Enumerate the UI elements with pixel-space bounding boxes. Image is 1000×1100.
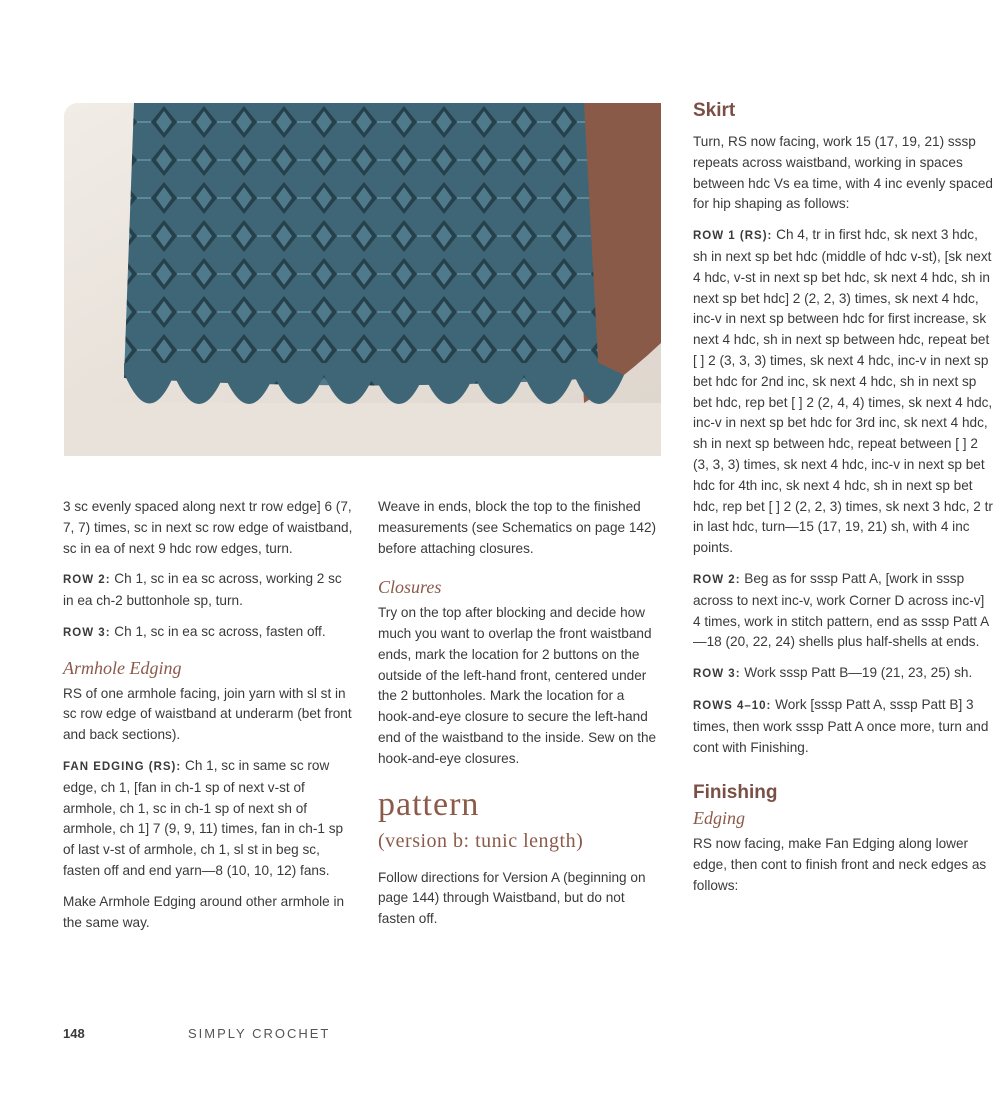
row-label: ROW 1 (RS): <box>693 230 773 243</box>
column-right <box>693 98 993 907</box>
edging-paragraph: RS now facing, make Fan Edging along lower edge, then cont to finish front and neck edges as follows: <box>693 836 987 893</box>
row-text: Ch 4, tr in first hdc, sk next 3 hdc, sh in next sp bet hdc (middle of hdc v-st), [sk next 4 hdc, v-st in next sp bet hdc, sk next 4 hdc, sh in next sp bet hdc] 2 (2, 2, 3) times, sk next 4 hdc, inc-v in next sp between hdc for first increase, sk next 4 hdc, sh in next sp between hdc, repeat bet [ ] 2 (3, 3, 3) times, sk next 4 hdc, inc-v in next sp bet hdc for 2nd inc, sk next 4 hdc, sh in next sp bet hdc, rep bet [ ] 2 (2, 4, 4) times, sk next 4 hdc, inc-v in next sp bet hdc for 3rd inc, sk next 4 hdc, sh in next sp between hdc, repeat between [ ] 2 (3, 3, 3) times, sk next 4 hdc, inc-v in next sp bet hdc for 4th inc, sk next 4 hdc, sh in next sp bet hdc, rep bet [ ] 2 (2, 2, 3) times, sk next 3 hdc, 2 tr in last hdc, turn—15 (17, 19, 21) sh, with 4 inc points. <box>693 227 993 556</box>
skirt-heading: Skirt <box>693 100 736 121</box>
row-label: FAN EDGING (RS): <box>63 760 182 773</box>
skirt-paragraph: Turn, RS now facing, work 15 (17, 19, 21) sssp repeats across waistband, working in spaces between hdc Vs ea time, with 4 inc evenly spaced for hip shaping as follows: <box>693 134 993 212</box>
row-text: Ch 1, sc in same sc row edge, ch 1, [fan in ch-1 sp of next v-st of armhole, ch 1, sc in ch-1 sp of next sh of armhole, ch 1] 7 (9, 9, 11) times, fan in ch-1 sp of last v-st of armhole, ch 1, sl st in beg sc, fasten off and end yarn—8 (10, 10, 12) fans. <box>63 757 344 878</box>
row-text: Work sssp Patt B—19 (21, 23, 25) sh. <box>740 665 973 681</box>
row-label: ROW 2: <box>63 574 111 587</box>
weave-paragraph: Weave in ends, block the top to the finished measurements (see Schematics on page 142) before attaching closures. <box>378 499 657 556</box>
page-number: 148 <box>63 1026 85 1041</box>
row-text: Ch 1, sc in ea sc across, fasten off. <box>110 623 326 639</box>
pattern-heading: pattern <box>378 785 480 823</box>
row-2-instruction <box>693 569 993 653</box>
intro-paragraph: 3 sc evenly spaced along next tr row edge] 6 (7, 7, 7) times, sc in next sc row edge of waistband, sc in ea of next 9 hdc row edges, turn. <box>63 499 353 556</box>
column-middle <box>378 497 660 940</box>
pattern-subheading: (version b: tunic length) <box>378 829 584 852</box>
make-armhole-paragraph: Make Armhole Edging around other armhole in the same way. <box>63 893 345 930</box>
crochet-tunic-photo <box>64 103 661 456</box>
closures-heading: Closures <box>378 577 442 598</box>
fan-edging-instruction <box>63 756 356 882</box>
armhole-edging-heading: Armhole Edging <box>63 657 182 678</box>
finishing-heading: Finishing <box>693 782 778 804</box>
row-label: ROW 3: <box>693 668 741 681</box>
column-left <box>63 497 356 943</box>
edging-heading: Edging <box>693 808 745 829</box>
row-text: Work [sssp Patt A, sssp Patt B] 3 times, then work sssp Patt A once more, turn and cont with Finishing. <box>693 696 989 755</box>
row-text: Ch 1, sc in ea sc across, working 2 sc in ea ch-2 buttonhole sp, turn. <box>63 571 342 609</box>
row-1-instruction <box>693 225 993 559</box>
row-label: ROWS 4–10: <box>693 699 772 712</box>
closures-paragraph: Try on the top after blocking and decide how much you want to overlap the front waistband ends, mark the location for 2 buttons on the outside of the left-hand front, centered under the 2 buttonholes. Mark the location for a hook-and-eye closure to secure the left-hand end of the waistband to the inside. Sew on the hook-and-eye closures. <box>378 605 657 766</box>
row-text: Beg as for sssp Patt A, [work in sssp across to next inc-v, work Corner D across inc-v] 4 times, work in stitch pattern, end as sssp Patt A—18 (20, 22, 24) shells plus half-shells at ends. <box>693 570 990 650</box>
rows-4-10-instruction <box>693 695 993 758</box>
row-3-instruction <box>693 663 993 685</box>
row-3-instruction <box>63 622 356 644</box>
row-label: ROW 2: <box>693 573 741 586</box>
book-title: SIMPLY CROCHET <box>188 1026 331 1041</box>
row-2-instruction <box>63 569 356 612</box>
follow-paragraph: Follow directions for Version A (beginning on page 144) through Waistband, but do not fasten off. <box>378 869 646 927</box>
armhole-paragraph: RS of one armhole facing, join yarn with sl st in sc row edge of waistband at underarm (bet front and back sections). <box>63 685 352 743</box>
row-label: ROW 3: <box>63 626 111 639</box>
